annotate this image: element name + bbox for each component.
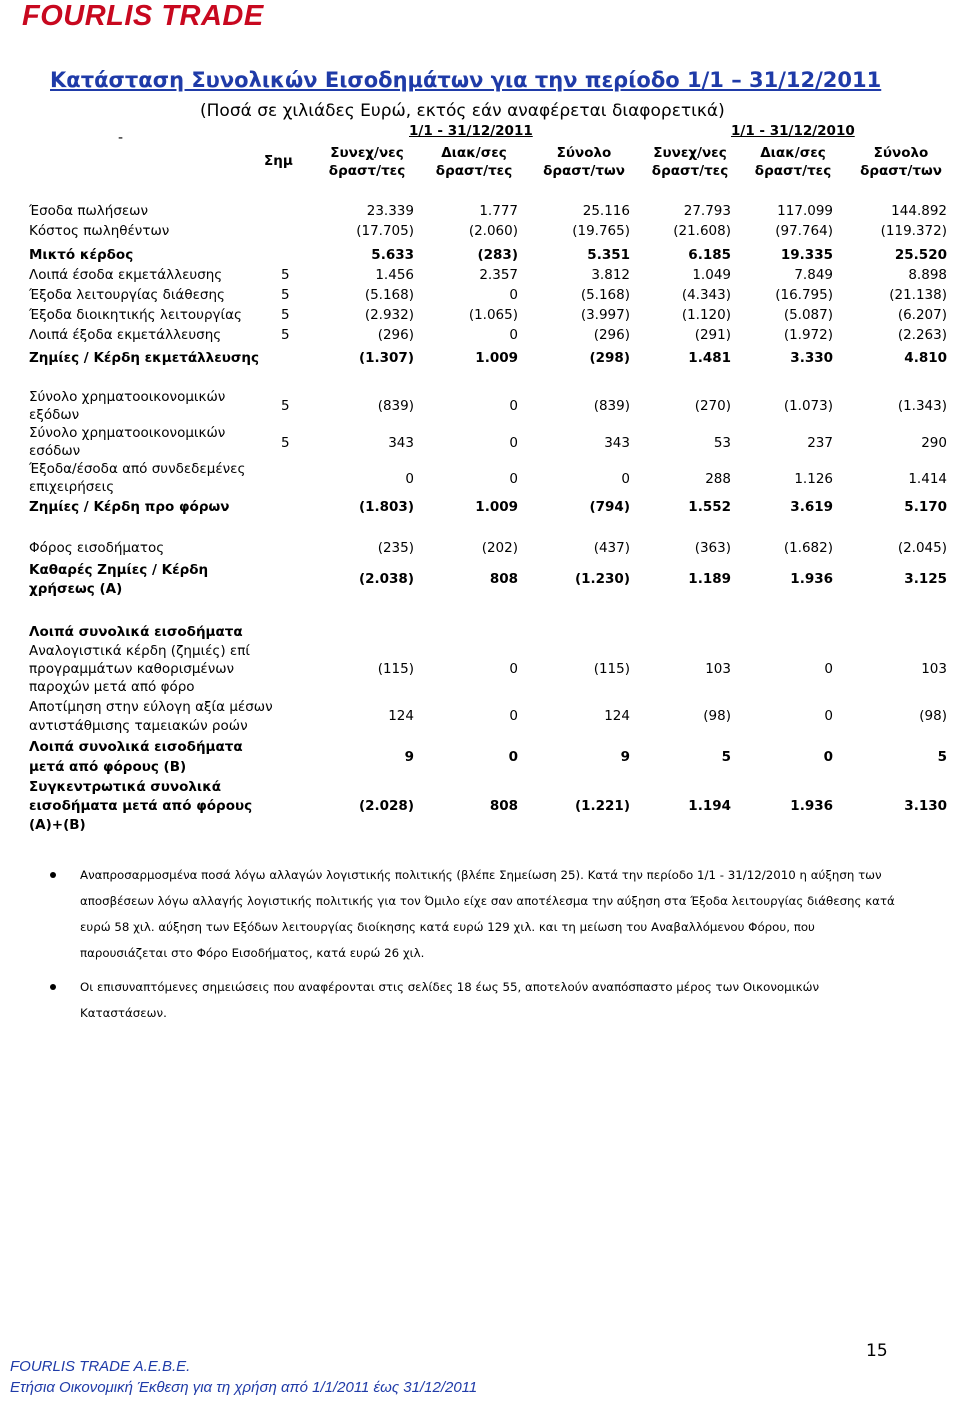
- cell-value: 0: [509, 435, 518, 451]
- cell-value: (363): [694, 540, 731, 556]
- row-label: Ζημίες / Κέρδη προ φόρων: [29, 499, 230, 515]
- cell-value: (839): [593, 398, 630, 414]
- cell-value: 237: [807, 435, 833, 451]
- cell-value: (296): [377, 327, 414, 343]
- cell-value: (5.087): [783, 307, 833, 323]
- cell-value: 0: [824, 661, 833, 677]
- cell-value: 1.189: [688, 571, 731, 587]
- section-heading: Λοιπά συνολικά εισοδήματα: [29, 624, 243, 640]
- row-label: Λοιπά έσοδα εκμετάλλευσης: [29, 267, 223, 283]
- cell-value: 290: [921, 435, 947, 451]
- bullet-icon: [50, 984, 56, 990]
- col-header-discontinued-2011: [414, 144, 534, 180]
- cell-value: (235): [377, 540, 414, 556]
- note-column-header: Σημ: [264, 153, 293, 169]
- cell-value: 1.481: [688, 350, 731, 366]
- period-2010: 1/1 - 31/12/2010: [731, 123, 855, 139]
- cell-value: 1.194: [688, 798, 731, 814]
- cell-value: (5.168): [364, 287, 414, 303]
- cell-value: 124: [388, 708, 414, 724]
- footnote-text: Οι επισυναπτόμενες σημειώσεις που αναφέρονται στις σελίδες 18 έως 55, αποτελούν αναπόσπαστο μέρος των Οικονομικών Καταστάσεων.: [80, 980, 820, 1020]
- cell-value: 0: [509, 661, 518, 677]
- cell-value: (1.120): [681, 307, 731, 323]
- cell-value: 1.126: [794, 471, 833, 487]
- col-header-line2: δραστ/τες: [435, 163, 513, 179]
- dash-mark: -: [118, 130, 124, 146]
- cell-value: 1.936: [790, 798, 833, 814]
- cell-value: 343: [604, 435, 630, 451]
- row-label-cont: προγραμμάτων καθορισμένων: [29, 661, 235, 677]
- col-header-discontinued-2010: [733, 144, 853, 180]
- cell-value: 6.185: [688, 247, 731, 263]
- cell-value: 1.049: [692, 267, 731, 283]
- cell-value: 25.116: [582, 203, 630, 219]
- cell-value: 3.130: [904, 798, 947, 814]
- bullet-icon: [50, 872, 56, 878]
- period-2011: 1/1 - 31/12/2011: [409, 123, 533, 139]
- col-header-line2: δραστ/τες: [754, 163, 832, 179]
- cell-value: 0: [508, 749, 518, 765]
- row-label: Έξοδα/έσοδα από συνδεδεμένες: [29, 461, 246, 477]
- col-header-line1: Διακ/σες: [760, 145, 826, 161]
- cell-value: (1.065): [468, 307, 518, 323]
- cell-value: (1.307): [358, 350, 414, 366]
- cell-value: (98): [919, 708, 947, 724]
- cell-value: 2.357: [479, 267, 518, 283]
- footer-company: FOURLIS TRADE A.E.B.E.: [10, 1358, 191, 1375]
- cell-value: 0: [509, 398, 518, 414]
- row-label-cont: παροχών μετά από φόρο: [29, 679, 195, 695]
- cell-value: 103: [921, 661, 947, 677]
- cell-value: (298): [589, 350, 630, 366]
- row-label: Συγκεντρωτικά συνολικά: [29, 779, 222, 795]
- cell-value: (1.803): [358, 499, 414, 515]
- row-label: Αναλογιστικά κέρδη (ζημιές) επί: [29, 643, 250, 659]
- cell-value: 3.330: [790, 350, 833, 366]
- amounts-note: (Ποσά σε χιλιάδες Ευρώ, εκτός εάν αναφέρεται διαφορετικά): [200, 101, 725, 121]
- cell-value: 0: [405, 471, 414, 487]
- cell-value: (21.608): [673, 223, 731, 239]
- row-label-cont: μετά από φόρους (Β): [29, 759, 187, 775]
- row-label-cont: επιχειρήσεις: [29, 479, 115, 495]
- cell-value: 0: [824, 708, 833, 724]
- footer-report-title: Ετήσια Οικονομική Έκθεση για τη χρήση από 1/1/2011 έως 31/12/2011: [10, 1379, 478, 1396]
- footnote-item: [50, 974, 900, 1026]
- footnote-text: Αναπροσαρμοσμένα ποσά λόγω αλλαγών λογιστικής πολιτικής (βλέπε Σημείωση 25). Κατά την περίοδο 1/1 - 31/12/2010 η αύξηση των αποσβέσεων λόγω αλλαγής λογιστικής πολιτικής για τον Όμιλο είχε σαν αποτέλεσμα την αύξηση στα Έξοδα λειτουργίας διάθεσης κατά ευρώ 58 χιλ. αύξηση των Εξόδων λειτουργίας διοίκησης κατά ευρώ 129 χιλ. και τη μείωση του Αναβαλλόμενου Φόρου, που παρουσιάζεται στο Φόρο Εισοδήματος, κατά ευρώ 26 χιλ.: [80, 868, 895, 960]
- row-label: Ζημίες / Κέρδη εκμετάλλευσης: [29, 350, 259, 366]
- row-label-cont: εξόδων: [29, 407, 80, 423]
- cell-value: (3.997): [580, 307, 630, 323]
- cell-value: 0: [509, 327, 518, 343]
- row-label: Σύνολο χρηματοοικονομικών: [29, 425, 226, 441]
- cell-value: 5: [937, 749, 947, 765]
- cell-value: 124: [604, 708, 630, 724]
- cell-value: 7.849: [794, 267, 833, 283]
- cell-value: (839): [377, 398, 414, 414]
- row-note: 5: [281, 287, 290, 303]
- row-label: Φόρος εισοδήματος: [29, 540, 165, 556]
- row-label: Έξοδα λειτουργίας διάθεσης: [29, 287, 225, 303]
- cell-value: 808: [489, 571, 518, 587]
- row-label: Λοιπά έξοδα εκμετάλλευσης: [29, 327, 222, 343]
- cell-value: (291): [694, 327, 731, 343]
- cell-value: (1.343): [897, 398, 947, 414]
- cell-value: (2.045): [897, 540, 947, 556]
- cell-value: 1.414: [908, 471, 947, 487]
- cell-value: 5.351: [587, 247, 630, 263]
- cell-value: (437): [593, 540, 630, 556]
- cell-value: 8.898: [908, 267, 947, 283]
- cell-value: (97.764): [775, 223, 833, 239]
- cell-value: 3.125: [904, 571, 947, 587]
- col-header-line1: Συνεχ/νες: [330, 145, 404, 161]
- cell-value: (119.372): [880, 223, 947, 239]
- cell-value: 0: [509, 471, 518, 487]
- cell-value: 1.456: [375, 267, 414, 283]
- cell-value: (5.168): [580, 287, 630, 303]
- cell-value: (1.230): [574, 571, 630, 587]
- row-note: 5: [281, 398, 290, 414]
- cell-value: 23.339: [366, 203, 414, 219]
- col-header-line1: Σύνολο: [873, 145, 929, 161]
- row-label: Σύνολο χρηματοοικονομικών: [29, 389, 226, 405]
- cell-value: (6.207): [897, 307, 947, 323]
- cell-value: 1.009: [475, 499, 518, 515]
- row-note: 5: [281, 307, 290, 323]
- row-note: 5: [281, 327, 290, 343]
- footnotes: [50, 862, 900, 1034]
- cell-value: 0: [621, 471, 630, 487]
- col-header-line1: Διακ/σες: [441, 145, 507, 161]
- row-label: Έσοδα πωλήσεων: [29, 203, 149, 219]
- col-header-total-2010: [841, 144, 960, 180]
- cell-value: (270): [694, 398, 731, 414]
- col-header-line2: δραστ/τες: [651, 163, 729, 179]
- cell-value: 53: [713, 435, 731, 451]
- col-header-total-2011: [524, 144, 644, 180]
- cell-value: 144.892: [891, 203, 947, 219]
- cell-value: (2.060): [468, 223, 518, 239]
- cell-value: (1.221): [574, 798, 630, 814]
- cell-value: 27.793: [683, 203, 731, 219]
- cell-value: (98): [703, 708, 731, 724]
- cell-value: (21.138): [889, 287, 947, 303]
- row-label-cont: (Α)+(Β): [29, 817, 86, 833]
- cell-value: 343: [388, 435, 414, 451]
- row-label: Κόστος πωληθέντων: [29, 223, 170, 239]
- cell-value: (794): [589, 499, 630, 515]
- row-note: 5: [281, 267, 290, 283]
- cell-value: 0: [823, 749, 833, 765]
- cell-value: (2.263): [897, 327, 947, 343]
- company-logo: FOURLIS TRADE: [22, 0, 264, 32]
- cell-value: (4.343): [681, 287, 731, 303]
- cell-value: (17.705): [356, 223, 414, 239]
- footnote-item: [50, 862, 900, 966]
- row-label-cont: αντιστάθμισης ταμειακών ροών: [29, 718, 248, 734]
- row-label: Καθαρές Ζημίες / Κέρδη: [29, 562, 209, 578]
- cell-value: (19.765): [572, 223, 630, 239]
- row-label: Μικτό κέρδος: [29, 247, 134, 263]
- col-header-continuing-2010: [630, 144, 750, 180]
- cell-value: 3.812: [591, 267, 630, 283]
- cell-value: (1.682): [783, 540, 833, 556]
- row-label-cont: εισοδήματα μετά από φόρους: [29, 798, 253, 814]
- cell-value: (2.932): [364, 307, 414, 323]
- cell-value: (2.038): [358, 571, 414, 587]
- cell-value: 1.936: [790, 571, 833, 587]
- cell-value: 0: [509, 708, 518, 724]
- col-header-line1: Σύνολο: [556, 145, 612, 161]
- cell-value: (115): [377, 661, 414, 677]
- col-header-line1: Συνεχ/νες: [653, 145, 727, 161]
- cell-value: 3.619: [790, 499, 833, 515]
- cell-value: 9: [620, 749, 630, 765]
- col-header-line2: δραστ/τες: [328, 163, 406, 179]
- cell-value: 103: [705, 661, 731, 677]
- col-header-line2: δραστ/των: [543, 163, 625, 179]
- cell-value: (202): [481, 540, 518, 556]
- cell-value: (16.795): [775, 287, 833, 303]
- page-number: 15: [866, 1341, 888, 1361]
- cell-value: 1.777: [479, 203, 518, 219]
- cell-value: 25.520: [894, 247, 947, 263]
- cell-value: 4.810: [904, 350, 947, 366]
- row-label: Αποτίμηση στην εύλογη αξία μέσων: [29, 699, 273, 715]
- col-header-line2: δραστ/των: [860, 163, 942, 179]
- cell-value: (1.972): [783, 327, 833, 343]
- cell-value: 5.633: [371, 247, 414, 263]
- cell-value: (296): [593, 327, 630, 343]
- cell-value: 1.009: [475, 350, 518, 366]
- cell-value: 1.552: [688, 499, 731, 515]
- cell-value: (2.028): [358, 798, 414, 814]
- cell-value: (283): [477, 247, 518, 263]
- cell-value: (115): [593, 661, 630, 677]
- cell-value: 0: [509, 287, 518, 303]
- row-label: Έξοδα διοικητικής λειτουργίας: [29, 307, 242, 323]
- col-header-continuing-2011: [307, 144, 427, 180]
- cell-value: 808: [489, 798, 518, 814]
- cell-value: 288: [705, 471, 731, 487]
- cell-value: 9: [404, 749, 414, 765]
- row-label-cont: χρήσεως (Α): [29, 581, 123, 597]
- cell-value: 5: [721, 749, 731, 765]
- cell-value: (1.073): [783, 398, 833, 414]
- row-note: 5: [281, 435, 290, 451]
- page-title: Κατάσταση Συνολικών Εισοδημάτων για την περίοδο 1/1 – 31/12/2011: [50, 68, 882, 92]
- cell-value: 5.170: [904, 499, 947, 515]
- row-label-cont: εσόδων: [29, 443, 81, 459]
- cell-value: 19.335: [780, 247, 833, 263]
- row-label: Λοιπά συνολικά εισοδήματα: [29, 739, 243, 755]
- cell-value: 117.099: [777, 203, 833, 219]
